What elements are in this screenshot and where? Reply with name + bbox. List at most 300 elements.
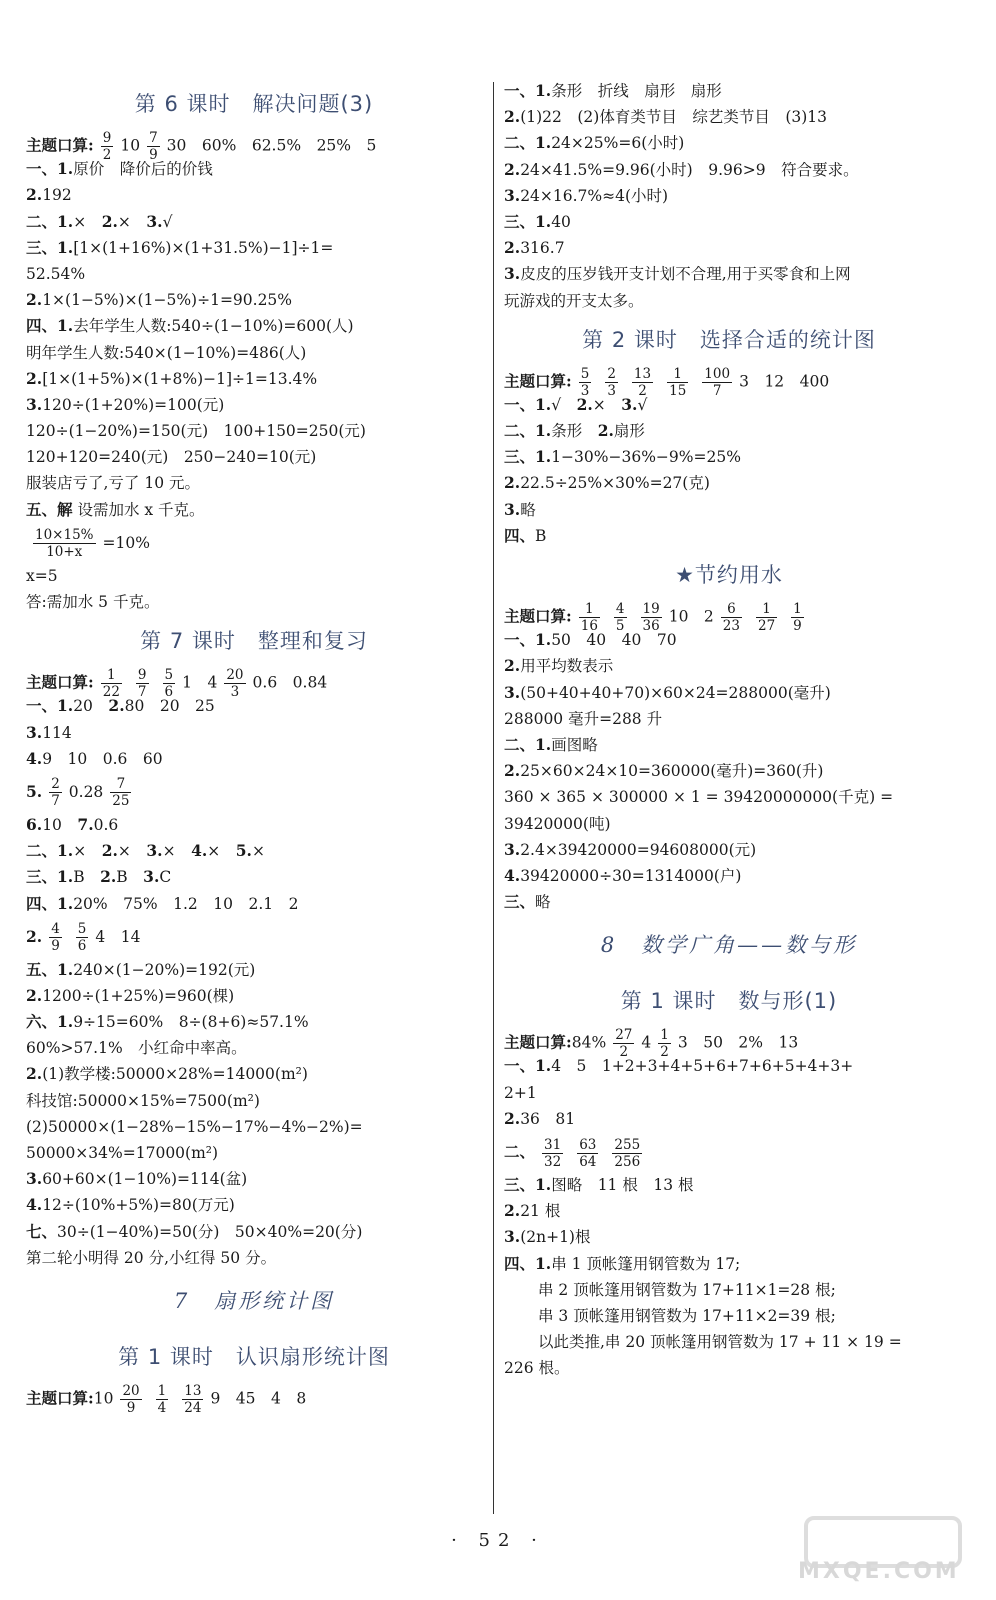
fraction [76, 921, 89, 954]
answer-text: 4 [641, 1033, 652, 1052]
answer-text: 服装店亏了,亏了 10 元。 [26, 474, 201, 493]
answer-text: 4 5 1+2+3+4+5+6+7+6+5+4+3+ [551, 1057, 854, 1076]
answer-line [504, 130, 954, 156]
answer-line [504, 601, 954, 634]
item-number: 一、1. [26, 696, 74, 716]
answer-text: 24×41.5%=9.96(小时) 9.96>9 符合要求。 [520, 160, 859, 179]
fraction-numerator: 1 [793, 601, 802, 617]
item-number: 2. [504, 473, 521, 493]
answer-line [504, 1355, 954, 1381]
page-number: · 52 · [451, 1530, 545, 1551]
answer-line [26, 667, 482, 701]
item-number: 2. [504, 238, 521, 258]
fraction-numerator: 1 [157, 1382, 167, 1399]
answer-line [26, 838, 482, 864]
answer-line [504, 1053, 954, 1079]
answer-line [26, 1219, 482, 1245]
item-number: 五、1. [26, 959, 74, 979]
item-number: 3. [504, 185, 521, 205]
fraction-denominator: 9 [793, 618, 802, 634]
item-number: 一、1. [504, 1056, 552, 1076]
fraction [721, 601, 742, 634]
answer-text: 图略 11 根 13 根 [551, 1176, 694, 1194]
fraction-denominator: 10+x [46, 544, 83, 561]
answer-line [504, 680, 954, 706]
fraction-denominator: 36 [642, 618, 660, 634]
item-number: 主题口算: [26, 672, 94, 692]
right-column [504, 78, 954, 1382]
page-number-value: 52 [478, 1530, 518, 1551]
answer-text: 1200÷(1+25%)=960(棵) [42, 986, 235, 1005]
answer-line [26, 957, 482, 983]
answer-text: 1 4 [182, 673, 218, 692]
fraction-denominator: 64 [579, 1153, 597, 1170]
answer-line [26, 891, 482, 917]
fraction-numerator: 10×15% [35, 527, 94, 544]
fraction-numerator: 1 [667, 366, 688, 383]
watermark-logo [788, 1516, 968, 1586]
fraction [33, 527, 96, 560]
answer-text: 以此类推,串 20 顶帐篷用钢管数为 17 + 11 × 19 = [538, 1333, 902, 1352]
item-number: 2. [26, 926, 43, 946]
answer-text: 条形 [551, 422, 598, 441]
answer-line [26, 917, 482, 957]
answer-text: 22.5÷25%×30%=27(克) [520, 474, 710, 493]
answer-text: 40 [551, 212, 571, 231]
left-column [26, 78, 482, 1416]
answer-text: × [162, 842, 192, 861]
fraction-denominator: 32 [544, 1153, 562, 1170]
fraction [756, 601, 777, 634]
answer-line [504, 732, 954, 758]
answer-text: × [117, 842, 147, 861]
item-number: 一、1. [504, 81, 552, 100]
answer-text: 50 40 40 70 [551, 631, 677, 650]
answer-text: 设需加水 x 千克。 [72, 500, 205, 519]
answer-line [504, 1329, 954, 1355]
answer-text: 2+1 [504, 1083, 537, 1102]
answer-text: 20% 75% 1.2 10 2.1 2 [73, 894, 299, 913]
fraction-denominator: 25 [112, 793, 130, 810]
item-number: 2. [26, 368, 43, 388]
item-number: 四、1. [26, 893, 74, 913]
fraction-denominator: 7 [51, 793, 60, 810]
answer-text: √ [162, 212, 173, 231]
item-number: 3. [504, 264, 521, 284]
answer-text: × [251, 842, 265, 861]
item-number: 4. [504, 865, 521, 885]
answer-text: 30÷(1−40%)=50(分) 50×40%=20(分) [57, 1222, 363, 1241]
answer-text: 0.6 [93, 815, 119, 834]
answer-text: (2)50000×(1−28%−15%−17%−4%−2%)= [26, 1117, 363, 1136]
answer-text: 3 12 400 [739, 372, 830, 391]
fraction-numerator: 5 [580, 365, 590, 382]
item-number: 2. [26, 185, 43, 205]
answer-text: C [159, 868, 172, 887]
column-divider [493, 82, 494, 1514]
fraction-numerator: 1 [660, 1027, 669, 1044]
answer-text: √ [637, 395, 648, 414]
fraction-numerator: 255 [614, 1136, 641, 1153]
answer-line [504, 706, 954, 732]
fraction-numerator: 4 [615, 601, 625, 617]
answer-text: 10 [120, 136, 141, 155]
fraction-numerator: 2 [607, 365, 616, 382]
fraction-denominator: 5 [615, 618, 625, 634]
answer-line [504, 183, 954, 209]
answer-text: 114 [42, 723, 72, 742]
answer-text: 串 3 顶帐篷用钢管数为 17+11×2=39 根; [538, 1306, 836, 1325]
answer-text: 20 [73, 697, 109, 716]
answer-line [504, 157, 954, 183]
item-number: 2. [101, 211, 118, 231]
answer-line [504, 863, 954, 889]
fraction [667, 366, 688, 399]
item-number: 四、 [504, 525, 536, 545]
fraction [612, 1137, 642, 1170]
answer-line [26, 1088, 482, 1114]
answer-line [26, 523, 482, 563]
answer-line [504, 811, 954, 837]
item-number: 二、 [504, 1142, 536, 1161]
answer-line [26, 563, 482, 589]
item-number: 三、1. [504, 1175, 552, 1194]
item-number: 二、1. [504, 133, 552, 153]
answer-text: 第二轮小明得 20 分,小红得 50 分。 [26, 1248, 277, 1267]
section-title: 第 1 课时 认识扇形统计图 [118, 1344, 390, 1369]
answer-text: 2.4×39420000=94608000(元) [520, 840, 757, 859]
item-number: 三、1. [26, 867, 74, 887]
item-number: 2. [108, 696, 125, 716]
answer-text: 用平均数表示 [520, 657, 614, 676]
fraction-denominator: 2 [638, 382, 647, 399]
item-number: 5. [26, 781, 43, 801]
answer-text: 52.54% [26, 264, 86, 283]
answer-line [504, 288, 954, 314]
answer-text: 25×60×24×10=360000(毫升)=360(升) [520, 762, 824, 781]
answer-line [26, 1035, 482, 1061]
answer-text: 10 2 [668, 607, 714, 626]
fraction-numerator: 1 [101, 667, 122, 684]
item-number: 2. [504, 1108, 521, 1128]
answer-text: 84% [571, 1033, 607, 1052]
answer-text: 串 1 顶帐篷用钢管数为 17; [551, 1254, 741, 1273]
answer-text: × [592, 395, 622, 414]
answer-line [504, 523, 954, 549]
answer-line [504, 104, 954, 130]
item-number: 三、1. [504, 447, 552, 467]
answer-text: 60%>57.1% 小红命中率高。 [26, 1039, 247, 1058]
fraction-denominator: 3 [230, 684, 240, 701]
answer-text: 扇形 [613, 422, 645, 441]
answer-line [26, 983, 482, 1009]
answer-text: 360 × 365 × 300000 × 1 = 39420000000(千克) = [504, 788, 894, 807]
answer-text: × [73, 212, 102, 231]
fraction-denominator: 24 [184, 1399, 202, 1416]
fraction-denominator: 2 [660, 1044, 669, 1061]
item-number: 3. [504, 682, 521, 702]
fraction-denominator: 15 [669, 382, 687, 399]
section-title: 第 7 课时 整理和复习 [140, 629, 368, 654]
answer-line [504, 1172, 954, 1198]
item-number: 2. [26, 1064, 43, 1084]
answer-text: 80 20 25 [124, 697, 215, 716]
answer-text: 39420000÷30=1314000(户) [520, 866, 742, 885]
fraction-denominator: 23 [722, 618, 740, 634]
answer-line [26, 182, 482, 208]
answer-line [504, 78, 954, 104]
answer-line [504, 444, 954, 470]
item-number: 一、1. [504, 630, 552, 650]
fraction [791, 601, 804, 634]
fraction-numerator: 31 [544, 1136, 562, 1153]
answer-text: 120÷(1+20%)=100(元) [42, 395, 225, 414]
answer-line [26, 1009, 482, 1035]
answer-text: B [535, 526, 547, 545]
answer-line [504, 1303, 954, 1329]
answer-line [504, 470, 954, 496]
item-number: 主题口算: [504, 371, 572, 391]
answer-text: 12÷(10%+5%)=80(万元) [42, 1196, 235, 1215]
answer-line [26, 470, 482, 496]
watermark-text: MXQE.COM [798, 1559, 960, 1584]
item-number: 4. [26, 1195, 43, 1215]
answer-line [26, 444, 482, 470]
answer-line [504, 261, 954, 287]
fraction-denominator: 9 [149, 147, 158, 163]
answer-text: [1×(1+5%)×(1+8%)−1]÷1=13.4% [42, 369, 318, 388]
answer-text: [1×(1+16%)×(1+31.5%)−1]÷1= [73, 238, 334, 257]
fraction [49, 921, 62, 954]
fraction [577, 1137, 598, 1170]
answer-text: 30 60% 62.5% 25% 5 [166, 136, 377, 155]
answer-text: 39420000(吨) [504, 814, 611, 833]
answer-text: 24×16.7%≈4(小时) [520, 186, 669, 205]
fraction-numerator: 9 [102, 130, 112, 146]
answer-line [504, 1027, 954, 1061]
fraction [120, 1383, 141, 1416]
answer-text: 21 根 [520, 1202, 561, 1221]
section-title: 第 1 课时 数与形(1) [620, 989, 838, 1014]
answer-line [504, 209, 954, 235]
fraction-numerator: 1 [579, 601, 600, 618]
item-number: 五、解 [26, 499, 73, 519]
answer-line [504, 1198, 954, 1224]
answer-text: 240×(1−20%)=192(元) [73, 960, 256, 979]
fraction-denominator: 9 [126, 1399, 136, 1416]
answer-line [26, 1061, 482, 1087]
fraction-denominator: 3 [580, 382, 590, 399]
fraction-numerator: 63 [579, 1136, 597, 1153]
item-number: 三、1. [26, 237, 74, 257]
fraction-denominator: 6 [77, 938, 87, 955]
answer-text: 去年学生人数:540÷(1−10%)=600(人) [73, 317, 354, 336]
answer-text: 串 2 顶帐篷用钢管数为 17+11×1=28 根; [538, 1280, 836, 1299]
answer-text: (1)22 (2)体育类节目 综艺类节目 (3)13 [520, 108, 828, 127]
answer-line [26, 720, 482, 746]
item-number: 一、1. [504, 394, 552, 414]
fraction-numerator: 20 [226, 667, 244, 684]
fraction-numerator: 13 [633, 365, 652, 382]
fraction-numerator: 1 [756, 601, 777, 618]
fraction [702, 366, 732, 399]
answer-line [26, 235, 482, 261]
item-number: 七、 [26, 1221, 58, 1241]
item-number: 3. [26, 722, 43, 742]
answer-text: 60+60×(1−10%)=114(盆) [42, 1170, 248, 1189]
fraction [156, 1383, 169, 1416]
item-number: 4. [26, 748, 43, 768]
answer-line [504, 497, 954, 523]
answer-line [26, 772, 482, 812]
fraction-numerator: 100 [704, 365, 731, 382]
fraction-denominator: 27 [757, 618, 776, 634]
fraction-numerator: 19 [642, 601, 660, 617]
section-title: 第 2 课时 选择合适的统计图 [582, 327, 876, 352]
item-number: 2. [101, 841, 118, 861]
item-number: 7. [77, 814, 94, 834]
fraction-numerator: 9 [137, 667, 147, 684]
item-number: 2. [504, 107, 521, 127]
answer-line [26, 693, 482, 719]
item-number: 3. [26, 394, 43, 414]
item-number: 三、1. [504, 211, 552, 231]
fraction-denominator: 9 [51, 938, 60, 955]
item-number: 3. [146, 211, 163, 231]
item-number: 3. [146, 841, 163, 861]
answer-line [504, 1080, 954, 1106]
answer-line [504, 235, 954, 261]
item-number: 二、1. [504, 421, 552, 441]
answer-line [26, 1114, 482, 1140]
item-number: 2. [576, 394, 593, 414]
answer-text: 明年学生人数:540×(1−10%)=486(人) [26, 343, 307, 362]
answer-line [504, 1132, 954, 1172]
answer-line [26, 1245, 482, 1271]
item-number: 二、1. [26, 841, 74, 861]
answer-line [26, 261, 482, 287]
answer-line [504, 1251, 954, 1277]
fraction-denominator: 256 [614, 1153, 641, 1170]
answer-line [26, 1166, 482, 1192]
answer-text: B [73, 868, 101, 887]
section-title: 第 6 课时 解决问题(3) [134, 92, 374, 116]
answer-line [504, 365, 954, 399]
answer-line [26, 392, 482, 418]
answer-text: 226 根。 [504, 1359, 570, 1378]
answer-text: 9 45 4 8 [210, 1389, 307, 1408]
answer-line [26, 418, 482, 444]
answer-text: 答:需加水 5 千克。 [26, 593, 160, 611]
section-title: ★节约用水 [675, 563, 783, 587]
fraction-numerator: 5 [77, 921, 87, 938]
answer-line [504, 1224, 954, 1250]
fraction [182, 1383, 203, 1416]
answer-text: 1−30%−36%−9%=25% [551, 448, 741, 467]
answer-text: 科技馆:50000×15%=7500(m²) [26, 1091, 260, 1110]
answer-text: 24×25%=6(小时) [551, 134, 685, 153]
answer-text: 120÷(1−20%)=150(元) 100+150=250(元) [26, 422, 366, 441]
item-number: 3. [143, 867, 160, 887]
item-number: 3. [621, 394, 638, 414]
answer-text: 3 50 2% 13 [677, 1033, 799, 1052]
answer-text: 1×(1−5%)×(1−5%)÷1=90.25% [42, 291, 293, 310]
item-number: 2. [26, 290, 43, 310]
answer-line [26, 864, 482, 890]
answer-line [26, 589, 482, 615]
answer-line [504, 418, 954, 444]
answer-text: (1)教学楼:50000×28%=14000(m²) [42, 1065, 308, 1084]
item-number: 四、1. [26, 316, 74, 336]
item-number: 3. [504, 1227, 521, 1247]
item-number: 2. [504, 159, 521, 179]
answer-line [26, 366, 482, 392]
answer-line [26, 287, 482, 313]
answer-line [504, 889, 954, 915]
answer-text: 192 [42, 186, 72, 205]
fraction [110, 776, 131, 809]
answer-text: =10% [102, 533, 150, 552]
fraction-denominator: 2 [619, 1044, 629, 1061]
answer-text: 皮皮的压岁钱开支计划不合理,用于买零食和上网 [520, 265, 851, 284]
fraction-denominator: 4 [157, 1399, 167, 1416]
answer-text: 0.6 0.84 [252, 673, 328, 692]
answer-line [26, 1192, 482, 1218]
answer-text: 10 [93, 1389, 114, 1408]
item-number: 2. [504, 1201, 521, 1221]
answer-line [26, 130, 482, 163]
item-number: 2. [100, 867, 117, 887]
answer-text: B [116, 868, 144, 887]
answer-text: x=5 [26, 566, 58, 585]
answer-text: 4 14 [95, 927, 141, 946]
answer-line [504, 1106, 954, 1132]
answer-text: 略 [535, 893, 551, 912]
item-number: 6. [26, 814, 43, 834]
fraction-denominator: 7 [137, 684, 147, 701]
answer-text: 玩游戏的开支太多。 [504, 291, 644, 310]
answer-text: 316.7 [520, 239, 565, 258]
answer-line [26, 1382, 482, 1416]
item-number: 主题口算: [504, 1032, 572, 1052]
fraction [224, 667, 245, 700]
chapter-title: 8 数学广角——数与形 [600, 933, 858, 958]
answer-text: 9÷15=60% 8÷(8+6)≈57.1% [73, 1013, 309, 1032]
fraction-denominator: 3 [607, 382, 616, 399]
answer-line [26, 156, 482, 182]
answer-line [504, 784, 954, 810]
item-number: 4. [191, 841, 208, 861]
answer-line [26, 340, 482, 366]
item-number: 二、1. [504, 734, 552, 754]
item-number: 3. [26, 1169, 43, 1189]
item-number: 六、1. [26, 1012, 74, 1032]
fraction-numerator: 2 [51, 776, 60, 793]
fraction-numerator: 7 [110, 776, 131, 793]
item-number: 2. [504, 761, 521, 781]
fraction-denominator: 6 [164, 684, 174, 701]
answer-text: 略 [520, 500, 536, 519]
fraction-numerator: 20 [122, 1382, 140, 1399]
fraction-denominator: 7 [712, 382, 722, 399]
item-number: 2. [504, 656, 521, 676]
fraction-denominator: 2 [102, 147, 112, 163]
answer-line [504, 758, 954, 784]
answer-text: (2n+1)根 [520, 1228, 591, 1247]
item-number: 四、1. [504, 1253, 552, 1273]
answer-line [504, 837, 954, 863]
answer-line [26, 313, 482, 339]
